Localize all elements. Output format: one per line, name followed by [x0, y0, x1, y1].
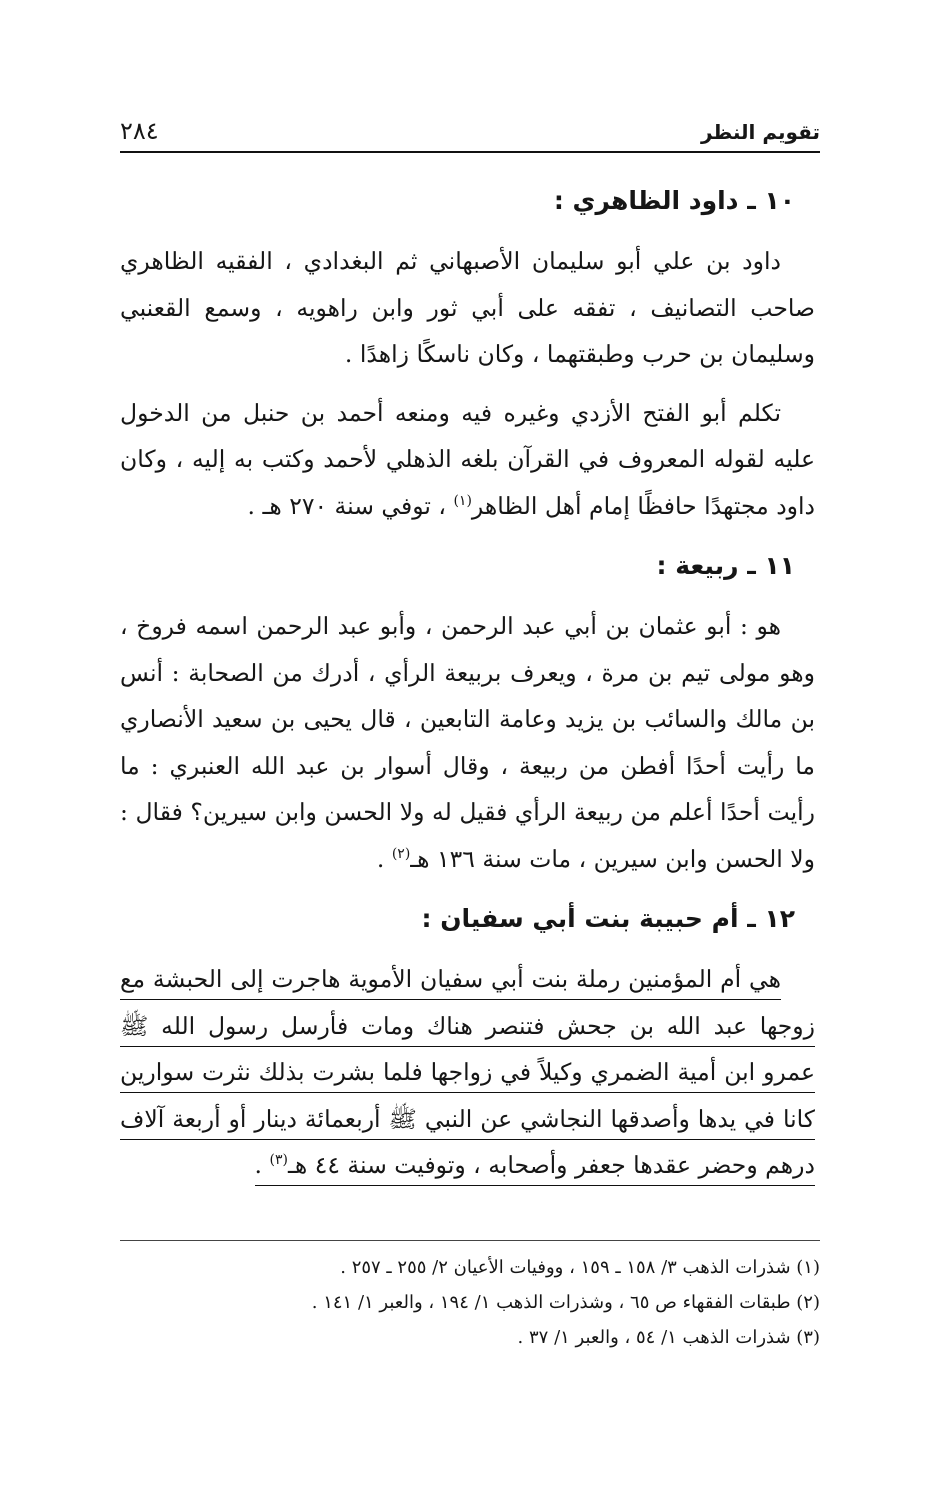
footnote-ref: (٢) — [391, 845, 411, 862]
footnote-separator — [120, 1240, 820, 1241]
main-text — [120, 176, 815, 1201]
page-number: ٢٨٤ — [120, 117, 159, 145]
running-title: تقويم النظر — [700, 120, 820, 144]
footnotes — [120, 1250, 820, 1355]
footnote-2: (٢) طبقات الفقهاء ص ٦٥ ، وشذرات الذهب ١/ ١٩٤ ، والعبر ١/ ١٤١ . — [311, 1292, 820, 1313]
footnote-1: (١) شذرات الذهب ٣/ ١٥٨ ـ ١٥٩ ، ووفيات الأعيان ٢/ ٢٥٥ ـ ٢٥٧ . — [340, 1257, 820, 1278]
page-header — [120, 116, 820, 150]
footnote-ref: (١) — [453, 492, 472, 509]
footnote-3: (٣) شذرات الذهب ١/ ٥٤ ، والعبر ١/ ٣٧ . — [517, 1327, 820, 1348]
header-rule — [120, 151, 820, 153]
footnote-ref: (٣) — [269, 1152, 288, 1169]
paragraph: تكلم أبو الفتح الأزدي وغيره فيه ومنعه أحمد بن حنبل من الدخول عليه لقوله المعروف في القرآن بلغه الذهلي لأحمد وكتب به إليه ، وكان داود مجتهدًا حافظًا إمام أهل الظاهر$^{(١)}$ ، توفي سنة ٢٧٠ هـ . — [120, 398, 815, 520]
paragraph: داود بن علي أبو سليمان الأصبهاني ثم البغدادي ، الفقيه الظاهري صاحب التصانيف ، تفقه على أبي ثور وابن راهويه ، وسمع القعنبي وسليمان بن حرب وطبقتهما ، وكان ناسكًا زاهدًا . — [120, 247, 815, 368]
section-heading-rabia: ١١ ـ ربيعة : — [656, 551, 795, 580]
section-heading-dawud: ١٠ ـ داود الظاهري : — [553, 186, 795, 215]
paragraph: هي أم المؤمنين رملة بنت أبي سفيان الأموية هاجرت إلى الحبشة مع زوجها عبد الله بن جحش فتنصر هناك ومات فأرسل رسول الله ﷺ عمرو ابن أمية الضمري وكيلاً في زواجها فلما بشرت بذلك نثرت سوارين كانا في يدها وأصدقها النجاشي عن النبي ﷺ أربعمائة دينار أو أربعة آلاف درهم وحضر عقدها جعفر وأصحابه ، وتوفيت سنة ٤٤ هـ$^{(٣)}$ . — [120, 956, 815, 1189]
paragraph: هو : أبو عثمان بن أبي عبد الرحمن ، وأبو عبد الرحمن اسمه فروخ ، وهو مولى تيم بن مرة ، ويعرف بربيعة الرأي ، أدرك من الصحابة : أنس بن مالك والسائب بن يزيد وعامة التابعين ، قال يحيى بن سعيد الأنصاري ما رأيت أحدًا أفطن من ربيعة ، وقال أسوار بن عبد الله العنبري : ما رأيت أحدًا أعلم من ربيعة الرأي فقيل له ولا الحسن وابن سيرين؟ فقال : ولا الحسن وابن سيرين ، مات سنة ١٣٦ هـ$^{(٢)}$ . — [120, 612, 815, 873]
section-heading-umm-habiba: ١٢ ـ أم حبيبة بنت أبي سفيان : — [421, 904, 795, 933]
